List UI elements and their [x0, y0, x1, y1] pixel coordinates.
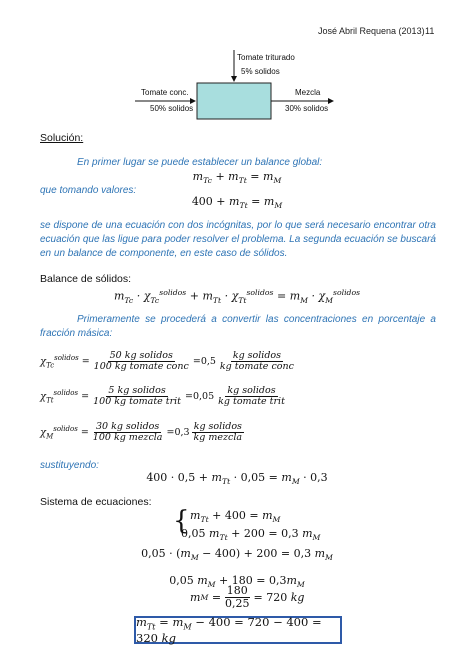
right-stream-label: Mezcla [295, 88, 321, 97]
fraction-tc-coef: 0,5 [200, 356, 216, 368]
fraction-tc-num2: kg solidos [232, 350, 282, 361]
top-stream-pct: 5% solidos [241, 67, 280, 76]
fraction-tc-den1: 100 kg tomate conc [93, 361, 189, 373]
fraction-m-sub: M [46, 432, 54, 441]
text-convert: Primeramente se procederá a convertir las concentraciones en porcentaje a fracción másica: [40, 314, 436, 339]
balance-heading: Balance de sólidos: [40, 273, 132, 285]
eq-substituted: $400 \cdot 0,5 + m_{Tt} \cdot 0,05 = m_M \cdot 0,3$ [146, 471, 328, 487]
fraction-tc-num1: 50 kg solidos [109, 350, 173, 361]
final-answer: $m_{Tt} = m_M - 400 = 720 - 400 = 320$ kg [136, 614, 322, 646]
fraction-m-num1: 30 kg solidos [95, 421, 160, 432]
top-stream-label: Tomate triturado [237, 53, 295, 62]
text-tomando-valores: que tomando valores: [40, 185, 137, 196]
fraction-tt-num2: kg solidos [227, 385, 276, 396]
fraction-m-den1: 100 kg mezcla [92, 432, 163, 444]
right-stream-pct: 30% solidos [285, 104, 329, 113]
fraction-m-coef: 0,3 [174, 427, 190, 439]
fraction-tc-den2: kg tomate conc [219, 361, 294, 373]
process-diagram [0, 0, 474, 130]
fraction-tt-den1: 100 kg tomate trit [93, 396, 182, 408]
eq-system: { $m_{Tt} + 400 = m_M$ 0,05 $m_{Tt} + 200 = 0,3$ $m_M$ [173, 506, 321, 543]
eq-step2: 0,05 $m_M + 180 = 0,3m_M$ [169, 574, 305, 590]
text-sustituyendo: sustituyendo: [40, 460, 99, 471]
eq-solids-balance: $m_{Tc} \cdot \chi_{Tc}^{solidos} + m_{Tt} \cdot \chi_{Tt}^{solidos} = m_M \cdot \chi_M^{solidos}$ [113, 288, 361, 305]
page-number: 11 [425, 26, 435, 36]
eq-step3: m M = $\frac{180}{0,25}$ = 720 kg [190, 584, 305, 611]
mixer-box [197, 83, 271, 119]
left-stream-label: Tomate conc. [141, 88, 189, 97]
fraction-tt-den2: kg tomate trit [218, 396, 285, 408]
eq-global-balance: $m_{Tc} + m_{Tt} = m_M$ [192, 170, 282, 186]
fraction-tt-num1: 5 kg solidos [108, 385, 166, 396]
eq-step1: $0,05 \cdot (m_M - 400) + 200 = 0,3$ $m_M$ [141, 547, 333, 563]
fraction-tt: $\chi_{Tt}^{solidos}$ = 5 kg solidos 100 kg tomate trit = 0,05 kg solidos kg tomate trit [40, 385, 285, 408]
fraction-tc-sub: Tc [46, 361, 55, 370]
text-two-unknowns: se dispone de una ecuación con dos incógnitas, por lo que será necesario encontrar otra ecuación que las ligue para poder resolver el problema. La segunda ecuación se buscará en un balance de componente, en este caso de sólidos. [40, 220, 436, 259]
global-balance-intro: En primer lugar se puede establecer un balance global: [77, 157, 323, 168]
fraction-m-den2: kg mezcla [193, 432, 243, 444]
eq-global-values: $400 + m_{Tt} = m_M$ [191, 195, 283, 211]
fraction-tt-sub: Tt [46, 396, 54, 405]
fraction-tc: $\chi_{Tc}^{solidos}$ = 50 kg solidos 100 kg tomate conc = 0,5 kg solidos kg tomate conc [40, 350, 294, 373]
header-author: José Abril Requena (2013) [318, 26, 425, 36]
final-answer-box [134, 616, 342, 644]
left-stream-pct: 50% solidos [150, 104, 194, 113]
solucion-heading: Solución: [40, 132, 84, 144]
fraction-m: $\chi_M^{solidos}$ = 30 kg solidos 100 kg mezcla = 0,3 kg solidos kg mezcla [40, 421, 243, 444]
fraction-tt-coef: 0,05 [192, 391, 215, 403]
sistema-heading: Sistema de ecuaciones: [40, 496, 152, 508]
fraction-m-num2: kg solidos [193, 421, 242, 432]
